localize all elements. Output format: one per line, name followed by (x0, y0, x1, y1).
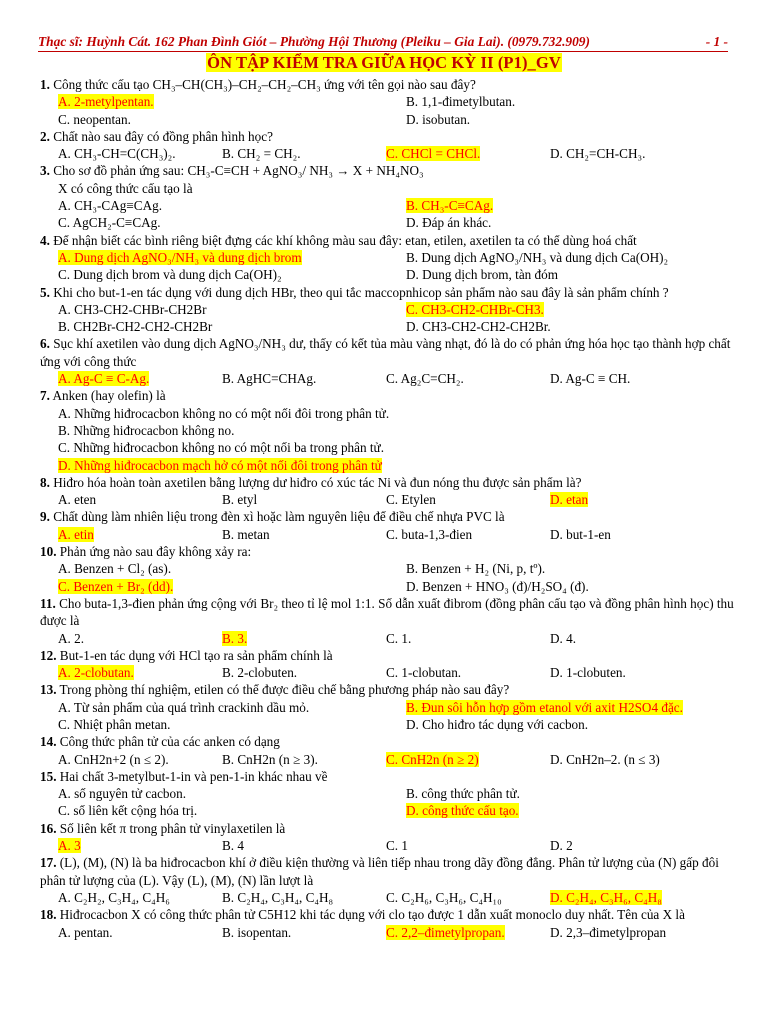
answer-a: A. Benzen + Cl₂ (as). (58, 561, 172, 577)
answer-c: C. Nhiệt phân metan. (58, 716, 171, 732)
answer-c: C. 1 (386, 838, 408, 854)
answer-a: A. 2. (58, 630, 85, 646)
question-text: But-1-en tác dụng với HCl tạo ra sản phẩm chính là (56, 647, 333, 663)
answer-c: C. 1. (386, 630, 412, 646)
answer-d: D. but-1-en (550, 526, 611, 542)
answer-a: A. etin (58, 526, 94, 542)
question-text: Để nhận biết các bình riêng biệt đựng các khí không màu sau đây: etan, etilen, axetilen ta có thể dùng hoá chất (53, 232, 637, 248)
answer-d: D. 1-clobuten. (550, 665, 626, 681)
answer-a: A. CH₃-CAg≡CAg. (58, 198, 162, 214)
answer-d: D. 2 (550, 838, 573, 854)
answer-d: D. Đáp án khác. (406, 215, 492, 231)
answer-d: D. etan (550, 492, 589, 508)
header-author-info: Thạc sĩ: Huỳnh Cát. 162 Phan Đình Giót – Phường Hội Thương (Pleiku – Gia Lai). (0979.732.909) (38, 34, 590, 49)
answer-a: A. Từ sản phẩm của quá trình crackinh dầu mỏ. (58, 699, 310, 715)
answer-b: B. C₂H₄, C₃H₄, C₄H₈ (222, 889, 334, 905)
question-number: 2. (40, 128, 50, 144)
answer-d: D. Ag-C ≡ CH. (550, 371, 631, 387)
question-4 (40, 232, 734, 284)
answer-b: B. CH₃-C≡CAg. (406, 198, 494, 214)
answer-a: A. CH₃-CH=C(CH₃)₂. (58, 146, 176, 162)
answer-b: B. isopentan. (222, 924, 292, 940)
question-10 (40, 543, 734, 595)
page-number: - 1 - (705, 34, 728, 49)
answer-a: A. pentan. (58, 924, 113, 940)
question-16 (40, 820, 734, 855)
answer-a: A. số nguyên tử cacbon. (58, 786, 187, 802)
question-number: 18. (40, 907, 57, 923)
answer-b: B. 1,1-đimetylbutan. (406, 94, 516, 110)
answer-a: A. 2-metylpentan. (58, 94, 154, 110)
question-5 (40, 284, 734, 336)
answer-b: B. Benzen + H₂ (Ni, p, tº). (406, 561, 546, 577)
answer-b: B. etyl (222, 492, 258, 508)
answer-c: C. 2,2–đimetylpropan. (386, 924, 505, 940)
answer-a: A. Những hiđrocacbon không no có một nối đôi trong phân tử. (58, 405, 390, 421)
question-text: Anken (hay olefin) là (52, 388, 166, 404)
answer-d: D. công thức cấu tạo. (406, 803, 519, 819)
answer-c: C. Những hiđrocacbon không no có một nối ba trong phân tử. (58, 440, 384, 456)
answer-d: D. CH₂=CH-CH₃. (550, 146, 646, 162)
answer-a: A. C₂H₂, C₃H₄, C₄H₆ (58, 889, 170, 905)
question-2 (40, 128, 734, 163)
answer-c: C. CnH2n (n ≥ 2) (386, 751, 479, 767)
question-text: Khi cho but-1-en tác dụng với dung dịch HBr, theo qui tắc maccopnhicop sản phẩm nào sau đây là sản phẩm chính ? (53, 284, 669, 300)
answer-a: A. CH3-CH2-CHBr-CH2Br (58, 301, 207, 317)
question-18 (40, 906, 734, 941)
question-list (40, 76, 734, 941)
question-number: 8. (40, 474, 50, 490)
question-text: Hiđro hóa hoàn toàn axetilen bằng lượng dư hiđro có xúc tác Ni và đun nóng thu được sản phẩm là? (53, 474, 582, 490)
answer-b: B. 3. (222, 630, 248, 646)
answer-d: D. Benzen + HNO₃ (đ)/H₂SO₄ (đ). (406, 578, 589, 594)
question-number: 17. (40, 855, 57, 871)
answer-a: A. Ag-C ≡ C-Ag. (58, 371, 150, 387)
answer-c: C. Dung dịch brom và dung dịch Ca(OH)₂ (58, 267, 282, 283)
answer-b: B. CnH2n (n ≥ 3). (222, 751, 318, 767)
answer-c: C. CHCl = CHCl. (386, 146, 481, 162)
answer-b: B. 4 (222, 838, 244, 854)
question-text: Cho sơ đồ phản ứng sau: CH₃-C≡CH + AgNO₃/ NH₃ → X + NH₄NO₃ (53, 163, 424, 179)
question-14 (40, 733, 734, 768)
answer-b: B. AgHC=CHAg. (222, 371, 317, 387)
question-text: Hai chất 3-metylbut-1-in và pen-1-in khác nhau về (56, 768, 328, 784)
question-3 (40, 162, 734, 231)
document-title: ÔN TẬP KIỂM TRA GIỮA HỌC KỲ II (P1)_GV (207, 53, 561, 72)
answer-c: C. CH3-CH2-CHBr-CH3. (406, 301, 544, 317)
question-6 (40, 335, 734, 387)
answer-c: C. neopentan. (58, 111, 131, 127)
answer-d: D. Những hiđrocacbon mạch hở có một nối đôi trong phân tử (58, 457, 382, 473)
question-1 (40, 76, 734, 128)
question-text: Cho buta-1,3-đien phản ứng cộng với Br₂ theo tỉ lệ mol 1:1. Số dẫn xuất đibrom (đồng phân cấu tạo và đồng phân hình học) thu được là (40, 595, 734, 629)
answer-d: D. isobutan. (406, 111, 471, 127)
answer-b: B. Những hiđrocacbon không no. (58, 422, 235, 438)
answer-d: D. Cho hiđro tác dụng với cacbon. (406, 716, 589, 732)
question-text: Công thức phân tử của các anken có dạng (56, 734, 280, 750)
question-text: Phản ứng nào sau đây không xảy ra: (56, 544, 252, 560)
question-8 (40, 474, 734, 509)
question-11 (40, 595, 734, 647)
question-number: 12. (40, 647, 57, 663)
question-text: Trong phòng thí nghiệm, etilen có thể được điều chế bằng phương pháp nào sau đây? (56, 682, 510, 698)
question-number: 11. (40, 595, 56, 611)
question-text: Hiđrocacbon X có công thức phân tử C5H12 khi tác dụng với clo tạo được 1 dẫn xuất monoclo duy nhất. Tên của X là (56, 907, 685, 923)
answer-d: D. Dung dịch brom, tàn đóm (406, 267, 559, 283)
answer-d: D. C₂H₄, C₃H₆, C₄H₈ (550, 889, 662, 905)
question-text: Số liên kết π trong phân tử vinylaxetilen là (56, 820, 286, 836)
page-header (38, 34, 728, 50)
question-number: 6. (40, 336, 50, 352)
question-text: (L), (M), (N) là ba hiđrocacbon khí ở điều kiện thường và liên tiếp nhau trong dãy đồng đẳng. Phân tử lượng của (N) gấp đôi phân tử lượng của (L). Vậy (L), (M), (N) lần lượt là (40, 855, 719, 888)
answer-c: C. AgCH₂-C≡CAg. (58, 215, 161, 231)
answer-b: B. Dung dịch AgNO₃/NH₃ và dung dịch Ca(OH)₂ (406, 249, 669, 265)
question-15 (40, 768, 734, 820)
question-text: Chất nào sau đây có đồng phân hình học? (53, 128, 273, 144)
question-subtext: X có công thức cấu tạo là (58, 180, 193, 196)
answer-a: A. eten (58, 492, 97, 508)
question-text: Công thức cấu tạo CH₃–CH(CH₃)–CH₂–CH₂–CH₃ ứng với tên gọi nào sau đây? (53, 77, 476, 92)
answer-a: A. 2-clobutan. (58, 665, 134, 681)
answer-c: C. 1-clobutan. (386, 665, 462, 681)
question-text: Sục khí axetilen vào dung dịch AgNO₃/NH₃ dư, thấy có kết tủa màu vàng nhạt, đó là do có phản ứng hóa học tạo thành hợp chất ứng với công thức (40, 336, 731, 369)
answer-b: B. công thức phân tử. (406, 786, 520, 802)
answer-c: C. buta-1,3-đien (386, 526, 473, 542)
answer-d: D. 4. (550, 630, 577, 646)
answer-b: B. CH2Br-CH2-CH2-CH2Br (58, 319, 213, 335)
answer-d: D. 2,3–đimetylpropan (550, 924, 667, 940)
document-title-wrap (0, 53, 768, 73)
answer-c: C. Ag₂C=CH₂. (386, 371, 464, 387)
question-9 (40, 508, 734, 543)
question-number: 13. (40, 682, 57, 698)
answer-c: C. C₂H₆, C₃H₆, C₄H₁₀ (386, 889, 502, 905)
question-number: 5. (40, 284, 50, 300)
question-number: 7. (40, 388, 50, 404)
question-number: 14. (40, 734, 57, 750)
answer-c: C. Etylen (386, 492, 436, 508)
question-12 (40, 647, 734, 682)
question-number: 15. (40, 768, 57, 784)
answer-a: A. CnH2n+2 (n ≤ 2). (58, 751, 169, 767)
answer-d: D. CH3-CH2-CH2-CH2Br. (406, 319, 551, 335)
answer-c: C. số liên kết cộng hóa trị. (58, 803, 198, 819)
question-number: 1. (40, 77, 50, 92)
question-13 (40, 681, 734, 733)
answer-b: B. metan (222, 526, 270, 542)
answer-b: B. 2-clobuten. (222, 665, 298, 681)
answer-a: A. Dung dịch AgNO₃/NH₃ và dung dịch brom (58, 249, 302, 265)
answer-c: C. Benzen + Br₂ (dd). (58, 578, 174, 594)
answer-d: D. CnH2n–2. (n ≤ 3) (550, 751, 660, 767)
answer-a: A. 3 (58, 838, 81, 854)
answer-b: B. Đun sôi hỗn hợp gồm etanol với axit H2SO4 đặc. (406, 699, 683, 715)
question-number: 10. (40, 544, 57, 560)
question-number: 4. (40, 232, 50, 248)
question-number: 16. (40, 820, 57, 836)
question-7 (40, 387, 734, 473)
header-divider (38, 51, 728, 52)
question-number: 9. (40, 509, 50, 525)
answer-b: B. CH₂ = CH₂. (222, 146, 301, 162)
question-text: Chất dùng làm nhiên liệu trong đèn xì hoặc làm nguyên liệu để điều chế nhựa PVC là (53, 509, 505, 525)
question-number: 3. (40, 163, 50, 179)
question-17 (40, 854, 734, 906)
